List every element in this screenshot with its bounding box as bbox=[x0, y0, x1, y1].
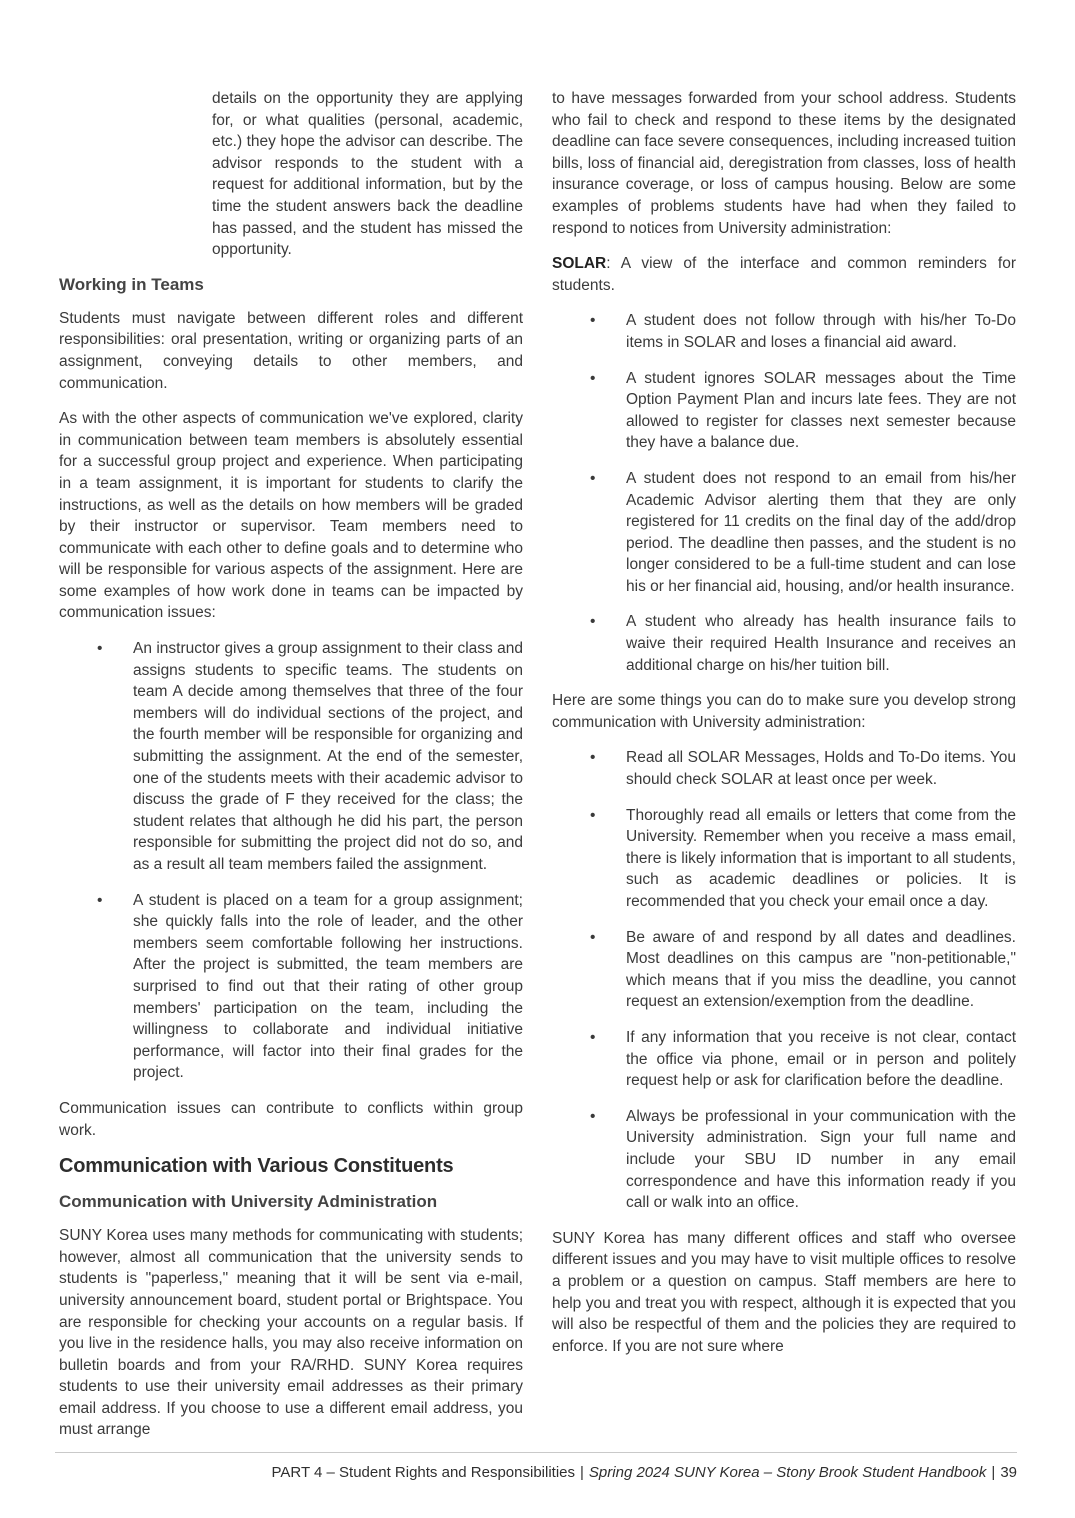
solar-text: : A view of the interface and common reminders for students. bbox=[552, 255, 1016, 294]
right-column bbox=[552, 88, 1016, 1455]
paragraph: Here are some things you can do to make sure you develop strong communication with University administration: bbox=[552, 692, 1016, 731]
list-item: • A student ignores SOLAR messages about the Time Option Payment Plan and incurs late fees. They are not allowed to register for classes next semester because they have a balance due. bbox=[552, 368, 1016, 454]
left-column bbox=[59, 88, 523, 1455]
advice-list bbox=[552, 747, 1016, 1213]
paragraph: Students must navigate between different roles and different responsibilities: oral presentation, writing or organizing parts of an assignment, conveying details to other members, and communication. bbox=[59, 309, 523, 392]
continued-paragraph: details on the opportunity they are applying for, or what qualities (personal, academic, etc.) they hope the advisor can describe. The advisor responds to the student with a request for additional information, but by the time the student answers back the deadline has passed, and the student has missed the opportunity. bbox=[212, 90, 523, 259]
solar-examples-list bbox=[552, 310, 1016, 676]
footer-handbook-title: Spring 2024 SUNY Korea – Stony Brook Student Handbook bbox=[588, 1464, 987, 1481]
paragraph: SUNY Korea has many different offices and staff who oversee different issues and you may have to visit multiple offices to resolve a problem or a question on campus. Staff members are here to help you and treat you with respect, although it is expected that you will also be respectful of them and the policies they are required to enforce. If you are not sure where bbox=[552, 1229, 1016, 1355]
heading-communication-various-constituents: Communication with Various Constituents bbox=[59, 1155, 454, 1178]
footer-separator: | bbox=[580, 1464, 584, 1481]
page-footer bbox=[55, 1452, 1017, 1483]
paragraph: Communication issues can contribute to conflicts within group work. bbox=[59, 1099, 523, 1139]
footer-separator: | bbox=[991, 1464, 996, 1481]
list-item: • A student does not respond to an email from his/her Academic Advisor alerting them that they are only registered for 11 credits on the final day of the add/drop period. The deadline then passes, and the student is no longer considered to be a full-time student and can lose his or her financial aid, housing, and/or health insurance. bbox=[552, 468, 1016, 598]
list-item: • An instructor gives a group assignment to their class and assigns students to specific teams. The students on team A decide among themselves that three of the four members will do individual sections of the project, and the fourth member will be responsible for organizing and submitting the assignment. At the end of the semester, one of the students meets with their academic advisor to discuss the grade of F they received for the class; the student relates that although he did his part, the person responsible for submitting the project did not do so, and as a result all team members failed the assignment. bbox=[59, 638, 523, 876]
list-item: • Always be professional in your communication with the University administration. Sign your full name and include your SBU ID number in any email correspondence and have this information ready if you call or walk into an office. bbox=[552, 1106, 1016, 1214]
solar-label: SOLAR bbox=[552, 255, 607, 273]
list-item: • A student who already has health insurance fails to waive their required Health Insurance and receives an additional charge on his/her tuition bill. bbox=[552, 611, 1016, 676]
list-item: • A student does not follow through with his/her To-Do items in SOLAR and loses a financial aid award. bbox=[552, 310, 1016, 353]
footer-page-number: 39 bbox=[1000, 1464, 1017, 1481]
heading-working-in-teams: Working in Teams bbox=[59, 274, 204, 294]
list-item: • Thoroughly read all emails or letters that come from the University. Remember when you receive a mass email, there is likely information that is important to all students, such as academic deadlines or policies. It is recommended that you check your email once a day. bbox=[552, 805, 1016, 913]
list-item: • A student is placed on a team for a group assignment; she quickly falls into the role of leader, and the other members seem comfortable following her instructions. After the project is submitted, the team members are surprised to find out that their rating of other group members' participation on the team, including the willingness to collaborate and individual initiative performance, will factor into their final grades for the project. bbox=[59, 890, 523, 1084]
list-item: • Be aware of and respond by all dates and deadlines. Most deadlines on this campus are "non-petitionable," which means that if you miss the deadline, you cannot request an extension/exemption from the deadline. bbox=[552, 927, 1016, 1013]
paragraph: to have messages forwarded from your school address. Students who fail to check and respond to these items by the designated deadline can face severe consequences, including increased tuition bills, loss of financial aid, deregistration from classes, loss of health insurance coverage, or loss of campus housing. Below are some examples of problems students have had when they failed to respond to notices from University administration: bbox=[552, 90, 1016, 237]
team-examples-list bbox=[59, 638, 523, 1084]
solar-paragraph bbox=[552, 253, 1016, 296]
paragraph: As with the other aspects of communication we've explored, clarity in communication between team members is absolutely essential for a successful group project and experience. When participating in a team assignment, it is important for students to clarify the instructions, as well as the details on how members will be graded by their instructor or supervisor. Team members need to communicate with each other to define goals and to determine who will be responsible for various aspects of the assignment. Here are some examples of how work done in teams can be impacted by communication issues: bbox=[59, 410, 523, 622]
list-item: • If any information that you receive is not clear, contact the office via phone, email or in person and politely request help or ask for clarification before the deadline. bbox=[552, 1027, 1016, 1092]
list-item: • Read all SOLAR Messages, Holds and To-Do items. You should check SOLAR at least once per week. bbox=[552, 747, 1016, 790]
footer-section-title: PART 4 – Student Rights and Responsibilities bbox=[271, 1464, 576, 1481]
paragraph: SUNY Korea uses many methods for communicating with students; however, almost all communication that the university sends to students is "paperless," meaning that it will be sent via e-mail, university announcement board, student portal or Brightspace. You are responsible for checking your accounts on a regular basis. If you live in the residence halls, you may also receive information on bulletin boards and from your RA/RHD. SUNY Korea requires students to use their university email addresses as their primary email address. If you choose to use a different email address, you must arrange bbox=[59, 1227, 523, 1439]
heading-communication-university-administration: Communication with University Administration bbox=[59, 1192, 438, 1212]
